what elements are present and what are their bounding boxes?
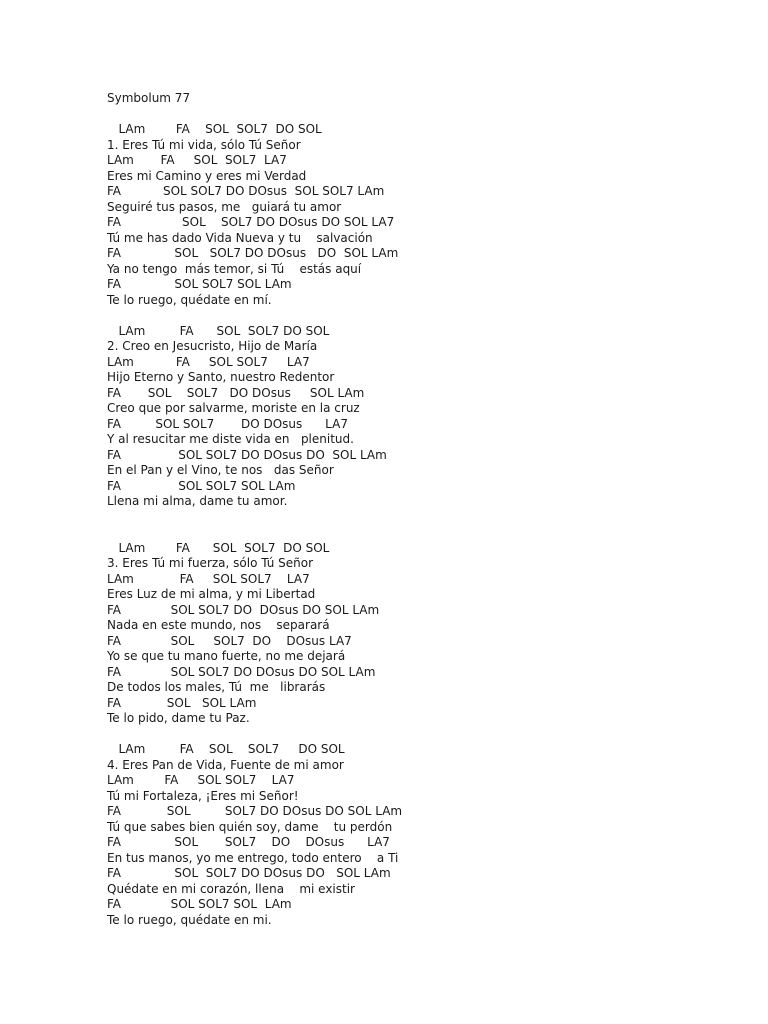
lyric-line: Hijo Eterno y Santo, nuestro Redentor [107, 370, 335, 384]
stanza-4 [107, 742, 757, 928]
chord-line: FA SOL SOL7 SOL LAm [107, 897, 292, 911]
spacer [107, 510, 757, 541]
lyric-line: 2. Creo en Jesucristo, Hijo de María [107, 339, 318, 353]
chord-line: FA SOL SOL7 DO DOsus DO SOL LAm [107, 447, 387, 462]
lyric-line: En tus manos, yo me entrego, todo entero a Ti [107, 850, 399, 865]
chord-line: LAm FA SOL SOL7 DO SOL [107, 323, 330, 338]
stanza-3 [107, 541, 757, 727]
chord-line: FA SOL SOL7 DO DOsus DO SOL LAm [107, 664, 376, 679]
chord-line: FA SOL SOL7 DO DOsus LA7 [107, 416, 348, 431]
chord-line: FA SOL SOL7 DO DOsus DO SOL LAm [107, 804, 403, 818]
lyric-line: Nada en este mundo, nos separará [107, 618, 330, 632]
spacer [107, 727, 757, 743]
lyric-line: Tú que sabes bien quién soy, dame tu perdón [107, 819, 393, 834]
lyric-line: En el Pan y el Vino, te nos das Señor [107, 463, 334, 477]
chord-line: LAm FA SOL SOL7 LA7 [107, 354, 310, 369]
chord-line: FA SOL SOL7 DO DOsus DO SOL LAm [107, 246, 399, 260]
lyric-line: Quédate en mi corazón, llena mi existir [107, 881, 355, 896]
chord-line: FA SOL SOL7 SOL LAm [107, 478, 296, 493]
chord-line: FA SOL SOL7 SOL LAm [107, 277, 292, 291]
song-document [107, 91, 757, 928]
lyric-line: De todos los males, Tú me librarás [107, 680, 326, 694]
lyric-line: Tú mi Fortaleza, ¡Eres mi Señor! [107, 788, 299, 803]
chord-line: LAm FA SOL SOL7 LA7 [107, 571, 310, 586]
lyric-line: 4. Eres Pan de Vida, Fuente de mi amor [107, 757, 344, 772]
chord-line: FA SOL SOL7 DO DOsus DO SOL LA7 [107, 215, 395, 229]
song-title: Symbolum 77 [107, 91, 191, 105]
spacer [107, 308, 757, 324]
lyric-line: Seguiré tus pasos, me guiará tu amor [107, 199, 342, 214]
chord-line: FA SOL SOL7 DO DOsus DO SOL LAm [107, 602, 380, 617]
lyric-line: Y al resucitar me diste vida en plenitud. [107, 432, 354, 446]
lyric-line: Creo que por salvarme, moriste en la cruz [107, 401, 360, 415]
chord-line: FA SOL SOL7 DO DOsus LA7 [107, 835, 390, 849]
lyric-line: 3. Eres Tú mi fuerza, sólo Tú Señor [107, 556, 314, 570]
chord-line: FA SOL SOL LAm [107, 695, 257, 710]
chord-line: LAm FA SOL SOL7 LA7 [107, 773, 295, 787]
chord-line: LAm FA SOL SOL7 DO SOL [107, 742, 345, 756]
lyric-line: Te lo ruego, quédate en mí. [107, 292, 272, 307]
lyric-line: 1. Eres Tú mi vida, sólo Tú Señor [107, 137, 301, 152]
chord-line: FA SOL SOL7 DO DOsus LA7 [107, 633, 352, 648]
chord-line: LAm FA SOL SOL7 DO SOL [107, 122, 322, 136]
chord-line: FA SOL SOL7 DO DOsus SOL LAm [107, 385, 365, 400]
chord-line: LAm FA SOL SOL7 LA7 [107, 153, 287, 167]
lyric-line: Eres Luz de mi alma, y mi Libertad [107, 587, 316, 601]
stanza-2 [107, 324, 757, 510]
chord-line: FA SOL SOL7 DO DOsus DO SOL LAm [107, 866, 391, 880]
lyric-line: Llena mi alma, dame tu amor. [107, 494, 288, 508]
lyric-line: Tú me has dado Vida Nueva y tu salvación [107, 230, 373, 245]
lyric-line: Yo se que tu mano fuerte, no me dejará [107, 649, 346, 663]
lyric-line: Eres mi Camino y eres mi Verdad [107, 168, 307, 183]
chord-line: FA SOL SOL7 DO DOsus SOL SOL7 LAm [107, 184, 385, 198]
lyric-line: Te lo pido, dame tu Paz. [107, 711, 250, 725]
chord-line: LAm FA SOL SOL7 DO SOL [107, 540, 330, 555]
lyric-line: Te lo ruego, quédate en mi. [107, 912, 272, 927]
stanza-1 [107, 122, 757, 308]
spacer [107, 107, 757, 123]
lyric-line: Ya no tengo más temor, si Tú estás aquí [107, 261, 362, 276]
